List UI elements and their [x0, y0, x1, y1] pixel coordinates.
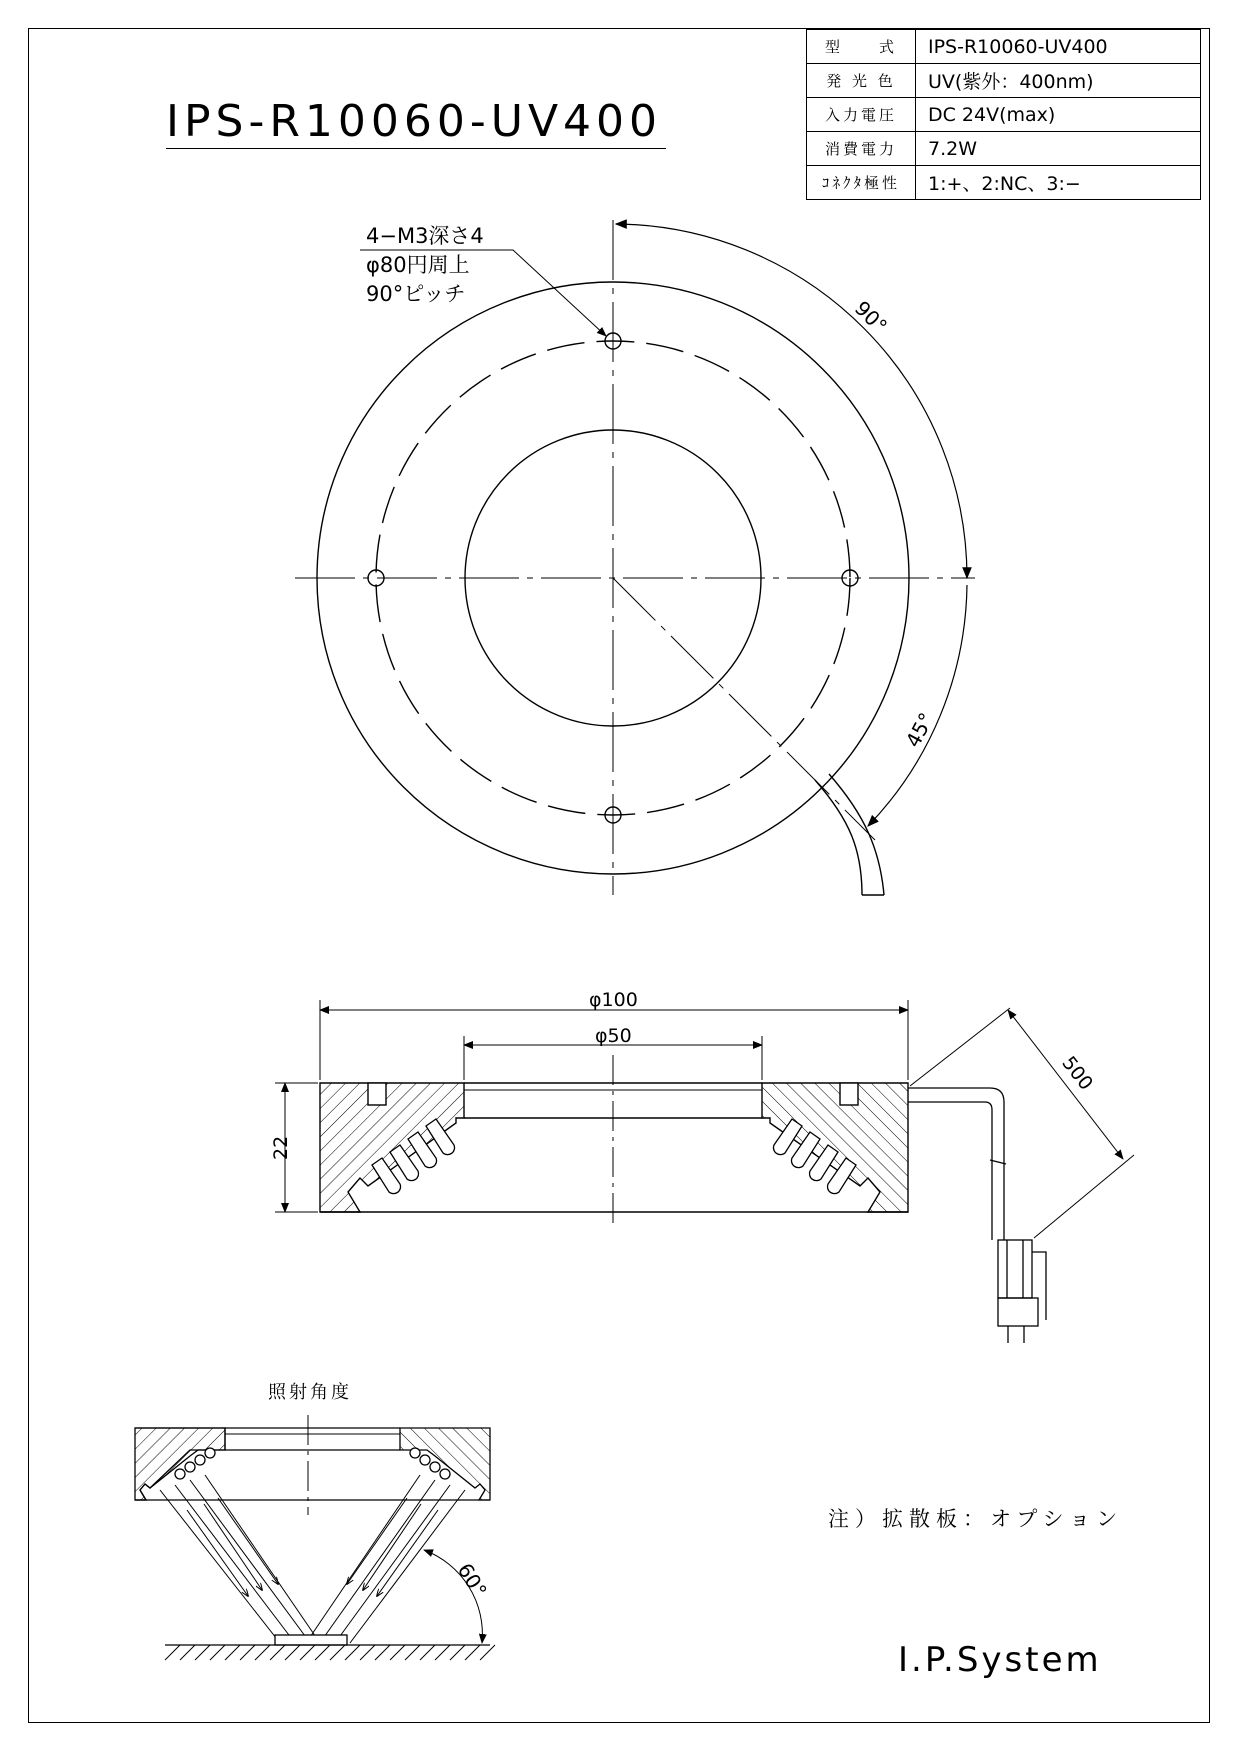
angle-line-45	[613, 578, 875, 840]
spec-key: 発 光 色	[807, 64, 916, 98]
cable-right	[829, 774, 884, 895]
cable-upper	[908, 1088, 1004, 1240]
spec-value: DC 24V(max)	[916, 98, 1201, 132]
diffuser-note: 注）拡散板：オプション	[828, 1507, 1124, 1531]
cable-connector	[908, 1088, 1046, 1343]
screw-hole	[840, 1083, 858, 1105]
spec-key: 入力電圧	[807, 98, 916, 132]
spec-value: 7.2W	[916, 132, 1201, 166]
dim-height-label: 22	[270, 1135, 292, 1160]
connector-latch	[1032, 1252, 1046, 1320]
cable-lower	[908, 1102, 992, 1240]
spec-key: 消費電力	[807, 132, 916, 166]
screw-hole	[368, 1083, 386, 1105]
irradiation-angle-title: 照射角度	[268, 1382, 352, 1403]
angle-label-45: 45°	[900, 708, 939, 752]
spec-key: ｺﾈｸﾀ極性	[807, 166, 916, 200]
dimension-arc-45	[868, 585, 967, 826]
dim-outer-diameter-label: φ100	[589, 989, 638, 1011]
callout-leader	[360, 250, 606, 336]
brand-logo-text: I.P.System	[898, 1640, 1102, 1680]
dim-inner-diameter-label: φ50	[595, 1025, 632, 1047]
spec-value: UV(紫外：400nm)	[916, 64, 1201, 98]
spec-value: 1:+、2:NC、3:−	[916, 166, 1201, 200]
connector-housing	[998, 1298, 1038, 1326]
dim-cable-length-label: 500	[1057, 1052, 1098, 1095]
spec-key: 型 式	[807, 30, 916, 64]
connector-body	[998, 1240, 1032, 1298]
cable-left	[815, 780, 862, 895]
angle-label-90: 90°	[849, 296, 893, 339]
callout-line: 90°ピッチ	[366, 282, 466, 306]
callout-line: 4−M3深さ4	[366, 224, 484, 248]
spec-value: IPS-R10060-UV400	[916, 30, 1201, 64]
drawing-title: IPS-R10060-UV400	[166, 98, 666, 149]
dim-cable-length	[1008, 1010, 1123, 1159]
irradiation-angle-view	[135, 1415, 495, 1660]
angle-label-60: 60°	[452, 1558, 492, 1602]
callout-line: φ80円周上	[366, 253, 470, 277]
dimension-arc-90	[616, 224, 967, 578]
